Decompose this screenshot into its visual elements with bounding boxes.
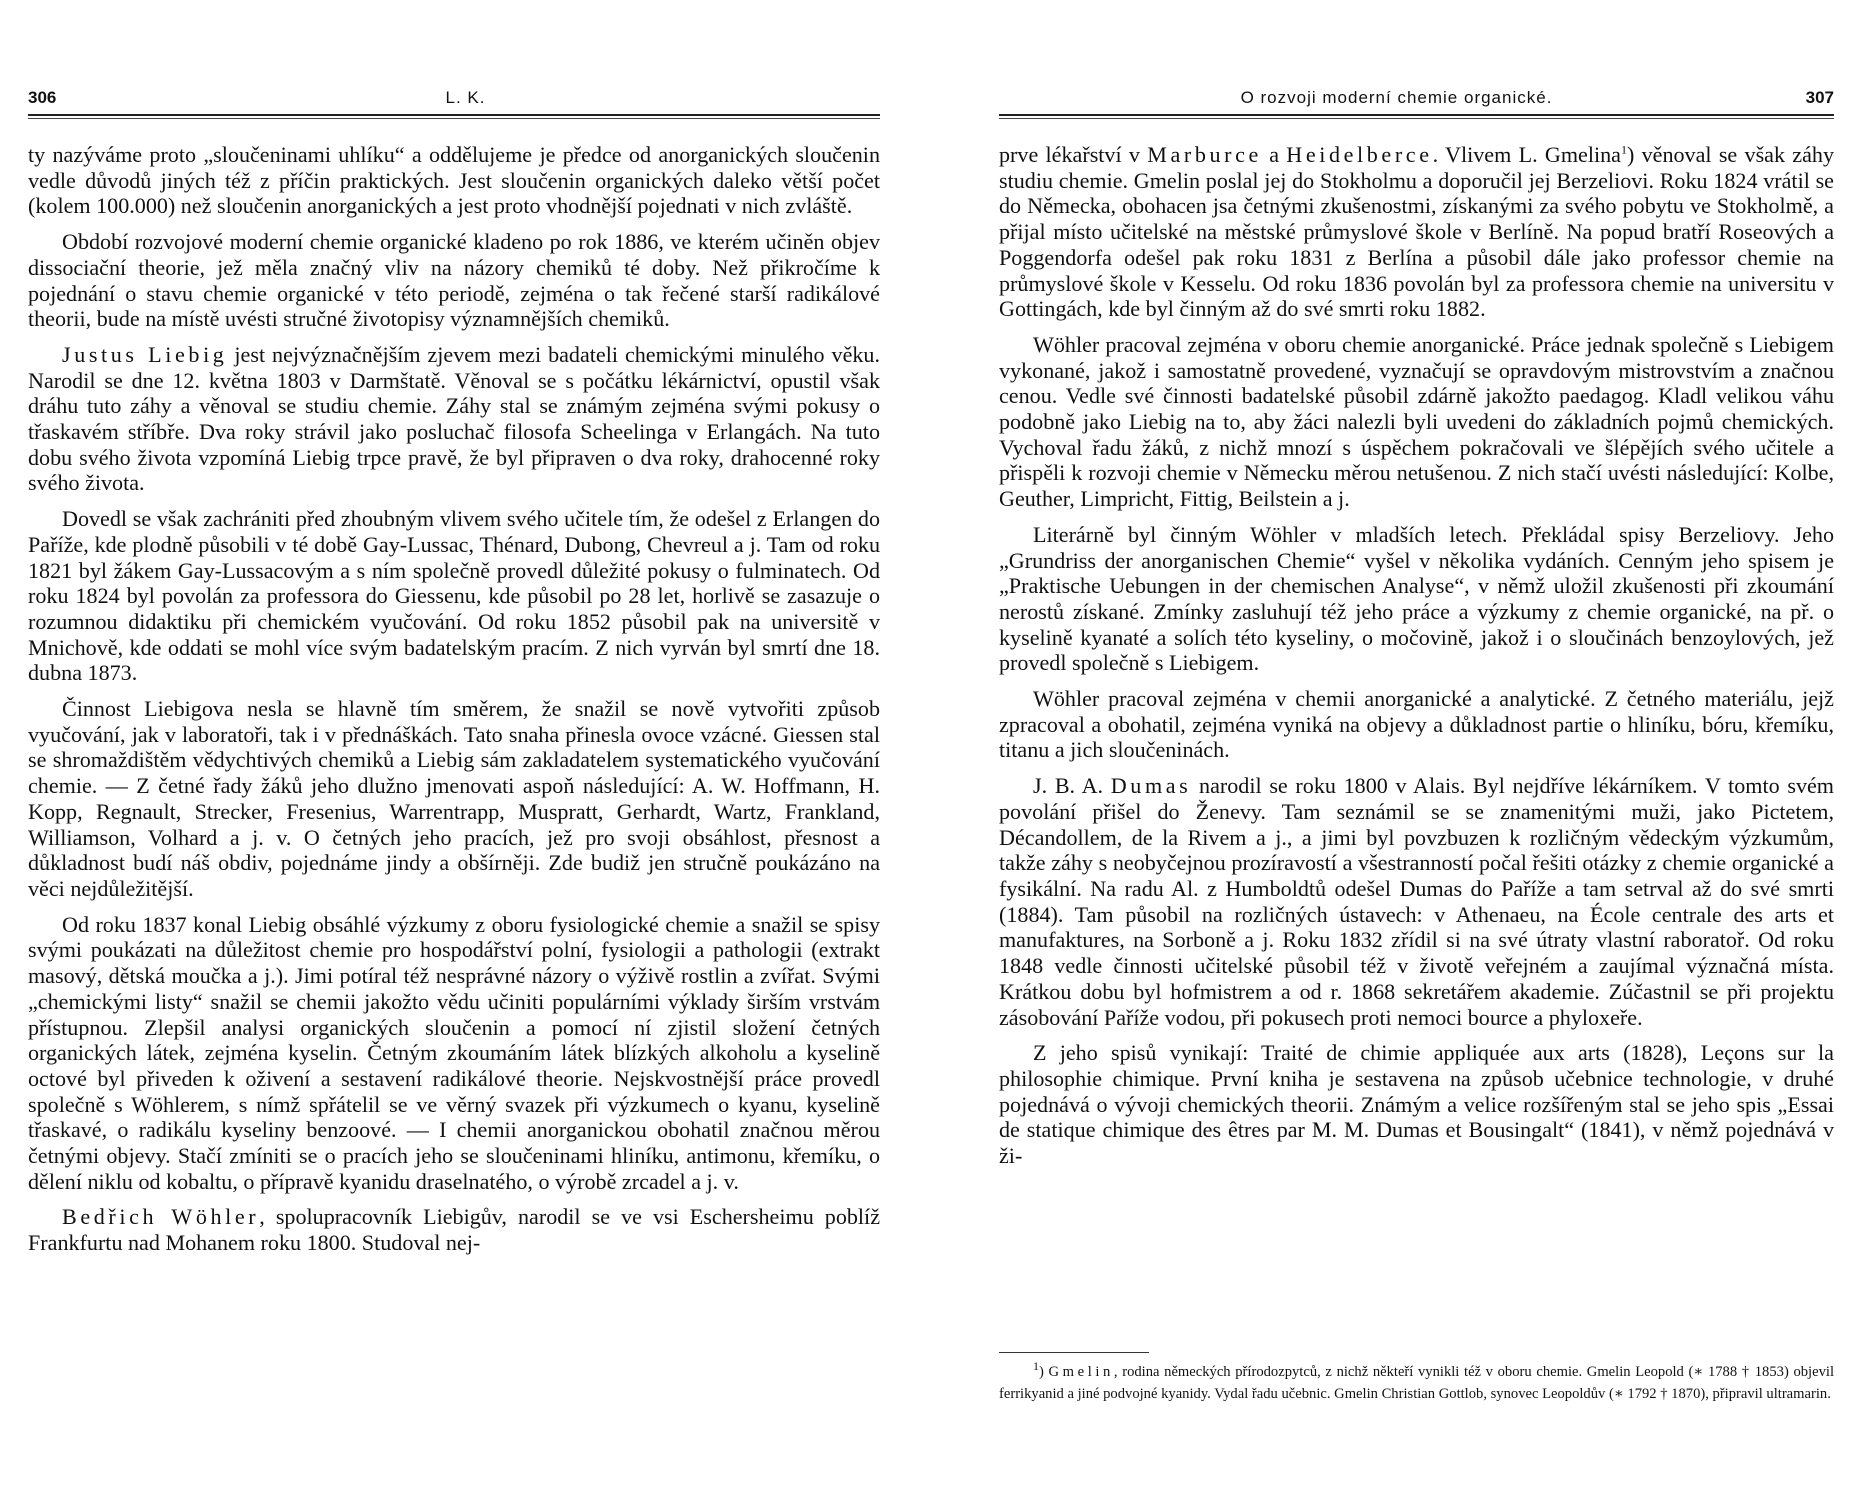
page-number: 307 [1805,88,1834,107]
header-rule-thin [999,118,1834,119]
paragraph: Dovedl se však zachrániti před zhoubným vlivem svého učitele tím, že odešel z Erlangen do Paříže, kde plodně působili v té době Gay-Lussac, Thénard, Dubong, Chevreul a j. Tam od roku 1821 byl žákem Gay-Lussacovým a s ním společně provedl důležité pokusy o fulminatech. Od roku 1824 byl povolán za professora do Giessenu, kde působil po 28 let, horlivě se zasazuje o rozumnou didaktiku při chemickém vyučování. Od roku 1852 působil pak na universitě v Mnichově, kde oddati se mohl více svým badatelským pracím. Z nich vyrván byl smrtí dne 18. dubna 1873. [28,506,880,686]
body-text [28,142,880,1266]
footnote-text: , rodina německých přírodozpytců, z nichž někteří vynikli též v oboru chemie. Gmelin Leopold (∗ 1788 † 1853) objevil ferrikyanid a jiné podvojné kyanidy. Vydal řadu učebnic. Gmelin Christian Gottlob, synovec Leopoldův (∗ 1792 † 1870), připravil ultramarin. [999,1364,1834,1402]
paragraph: Období rozvojové moderní chemie organické kladeno po rok 1886, ve kterém učiněn objev dissociační theorie, jež měla značný vliv na názory chemiků té doby. Než přikročíme k pojednání o stavu chemie organické v této periodě, zejména o tak řečené starší radikálové theorii, bude na místě uvésti stručné životopisy významnějších chemiků. [28,229,880,332]
page-header [0,88,931,112]
page-number: 306 [28,88,57,107]
body-text [999,142,1834,1179]
paragraph-text: jest nejvýznačnějším zjevem mezi badateli chemickými minulého věku. Narodil se dne 12. května 1803 v Darmštatě. Věnoval se s počátku lékárnictví, opustil však dráhu tuto záhy a věnoval se studiu chemie. Záhy stal se známým zejména svými pokusy o třaskavém stříbře. Dva roky strávil jako posluchač filosofa Scheelinga v Erlangách. Na tuto dobu svého života vzpomíná Liebig trpce pravě, že byl připraven o dva roky, drahocenné roky svého života. [28,341,880,496]
running-title: L. K. [445,88,486,107]
header-rule [28,114,880,116]
paragraph-text: prve lékařství v [999,142,1148,167]
paragraph-text: narodil se roku 1800 v Alais. Byl nejdříve lékárníkem. V tomto svém povolání přišel do Ženevy. Tam seznámil se se znamenitými muži, jako Pictetem, Décandollem, de la Rivem a j., a jimi byl povzbuzen k rozličným vědeckým výzkumům, takže záhy s neobyčejnou prozíravostí a všestranností počal řešiti otázky z chemie organické a fysikální. Na radu Al. z Humboldtů odešel Dumas do Paříže a tam setrval až do své smrti (1884). Tam působil na rozličných ústavech: v Athenaeu, na École centrale des arts et manufaktures, na Sorboně a j. Roku 1832 zřídil si na své útraty vlastní raboratoř. Od roku 1848 vedle činnosti učitelské působil též v životě veřejném a zaujímal význačná místa. Krátkou dobu byl hofmistrem a od r. 1868 sekretářem akademie. Zúčastnil se při projektu zásobování Paříže vodou, při pokusech proti nemoci bource a phyloxeře. [999,773,1834,1030]
footnote-rule [999,1352,1149,1353]
right-page [931,0,1862,1500]
person-name: Gmelin [1048,1364,1114,1380]
footnote-marker: 1 [1033,1359,1039,1374]
paragraph [28,1204,880,1255]
paragraph-text: J. B. A. [1033,773,1111,799]
place-name: Marburce [1147,142,1262,167]
person-name: Bedřich Wöhler [62,1204,260,1230]
place-name: Heidelberce [1286,142,1433,167]
paragraph: Činnost Liebigova nesla se hlavně tím směrem, že snažil se nově vytvořiti způsob vyučování, jak v laboratoři, tak i v přednáškách. Tato snaha přinesla ovoce vzácné. Giessen stal se shromaždištěm vědychtivých chemiků a Liebig sám zakladatelem systematického vyučování chemie. — Z četné řady žáků jeho dlužno jmenovati aspoň následující: A. W. Hoffmann, H. Kopp, Regnault, Strecker, Fresenius, Warrentrapp, Muspratt, Gerhardt, Wartz, Frankland, Williamson, Volhard a j. v. O četných jeho pracích, jež pro svoji obsáhlost, přesnost a důkladnost budí náš obdiv, pojednáme jindy a obšírněji. Zde budiž jen stručně poukázáno na věci nejdůležitější. [28,696,880,901]
paragraph [999,773,1834,1030]
paragraph: ty nazýváme proto „sloučeninami uhlíku“ a oddělujeme je předce od anorganických sloučenin vedle důvodů jiných též z příčin praktických. Jest sloučenin organických daleko větší počet (kolem 100.000) než sloučenin anorganických a jest proto vhodnější pojednati v nich zvláště. [28,142,880,219]
person-name: Dumas [1110,773,1192,799]
paragraph: Wöhler pracoval zejména v chemii anorganické a analytické. Z četného materiálu, jejž zpracoval a obohatil, zejména vyniká na objevy a důkladnost partie o hliníku, bóru, křemíku, titanu a jich sloučeninách. [999,686,1834,763]
running-title: O rozvoji moderní chemie organické. [1240,88,1553,107]
paragraph: Literárně byl činným Wöhler v mladších letech. Překládal spisy Berzeliovy. Jeho „Grundriss der anorganischen Chemie“ vyšel v několika vydáních. Cenným jeho spisem je „Praktische Uebungen in der chemischen Analyse“, v němž uložil zkušenosti při zkoumání nerostů získané. Zmínky zasluhují též jeho práce a výzkumy z chemie organické, na př. o kyselině kyanaté a solích této kyseliny, o močovině, jakož i o sloučinách benzoylových, jež provedl společně s Liebigem. [999,521,1834,676]
footnote-paragraph: $^1$) Gmelin, rodina německých přírodozpytců, z nichž někteří vynikli též v oboru chemie. Gmelin Leopold (∗ 1788 † 1853) objevil ferrikyanid a jiné podvojné kyanidy. Vydal řadu učebnic. Gmelin Christian Gottlob, synovec Leopoldův (∗ 1792 † 1870), připravil ultramarin. [999,1359,1834,1402]
paragraph-text: . Vlivem L. Gmelina [1432,142,1621,167]
person-name: Justus Liebig [62,341,228,367]
paragraph: Wöhler pracoval zejména v oboru chemie anorganické. Práce jednak společně s Liebigem vykonané, jakož i samostatně provedené, vyznačují se opravdovým mistrovstvím a značnou cenou. Vedle své činnosti badatelské působil zdárně jakožto paedagog. Kladl velikou váhu podobně jako Liebig na to, aby žáci nalezli byli uvedeni do základních pojmů chemických. Vychoval řadu žáků, z nichž mnozí s úspěchem pokračovali ve šlépějích svého učitele a přispěli k rozvoji chemie v Německu měrou netušenou. Z nich stačí uvésti následující: Kolbe, Geuther, Limpricht, Fittig, Beilstein a j. [999,331,1834,512]
paragraph: Z jeho spisů vynikají: Traité de chimie appliquée aux arts (1828), Leçons sur la philosophie chimique. První kniha je sestavena na způsob učebnice technologie, v druhé pojednává o vývoji chemických theorii. Známým a velice rozšířeným stal se jeho spis „Essai de statique chimique des êtres par M. M. Dumas et Bousingalt“ (1841), v němž pojednává v ži- [999,1040,1834,1169]
footnote [999,1359,1834,1405]
paragraph-text: a [1261,142,1287,167]
paragraph [28,342,880,496]
paragraph [999,142,1834,322]
header-rule [999,114,1834,116]
footnote-reference: 1 [1620,142,1627,157]
page-header [931,88,1862,112]
paragraph-text: , spolupracovník Liebigův, narodil se ve vsi Eschersheimu poblíž Frankfurtu nad Mohanem roku 1800. Studoval nej- [28,1204,881,1256]
paragraph-text: ) věnoval se však záhy studiu chemie. Gmelin poslal jej do Stokholmu a doporučil jej Berzeliovi. Roku 1824 vrátil se do Německa, obohacen jsa četnými zkušenostmi, získanými za svého pobytu ve Stokholmě, a přijal místo učitelské na městské průmyslové škole v Berlíně. Na popud bratří Roseových a Poggendorfa odešel pak roku 1831 z Berlína a působil dále jako professor chemie na průmyslové škole v Kesselu. Od roku 1836 povolán byl za professora chemie na universitu v Gottingách, kde byl činným až do své smrti roku 1882. [999,142,1835,322]
header-rule-thin [28,118,880,119]
paragraph: Od roku 1837 konal Liebig obsáhlé výzkumy z oboru fysiologické chemie a snažil se spisy svými poukázati na důležitost chemie pro hospodářství polní, fysiologii a pathologii (extrakt masový, dětská moučka a j.). Jimi potíral též nesprávné názory o výživě rostlin a zvířat. Svými „chemickými listy“ snažil se chemii jakožto vědu učiniti populárními výklady širším vrstvám přístupnou. Zlepšil analysi organických sloučenin a pomocí ní zjistil složení četných organických látek, zejména kyselin. Četným zkoumáním látek blízkých alkoholu a kyselině octové byl přiveden k oživení a sestavení radikálové theorie. Nejskvostnější práce provedl společně s Wöhlerem, s nímž spřátelil se ve věrný svazek při výzkumech o kyanu, kyselině třaskavé, o radikálu kyseliny benzoové. — I chemii anorganickou obohatil značnou měrou četnými objevy. Stačí zmíniti se o pracích jeho se sloučeninami hliníku, antimonu, křemíku, o dělení niklu od kobaltu, o přípravě kyanidu draselnatého, o výrobě zrcadel a j. v. [28,911,880,1194]
